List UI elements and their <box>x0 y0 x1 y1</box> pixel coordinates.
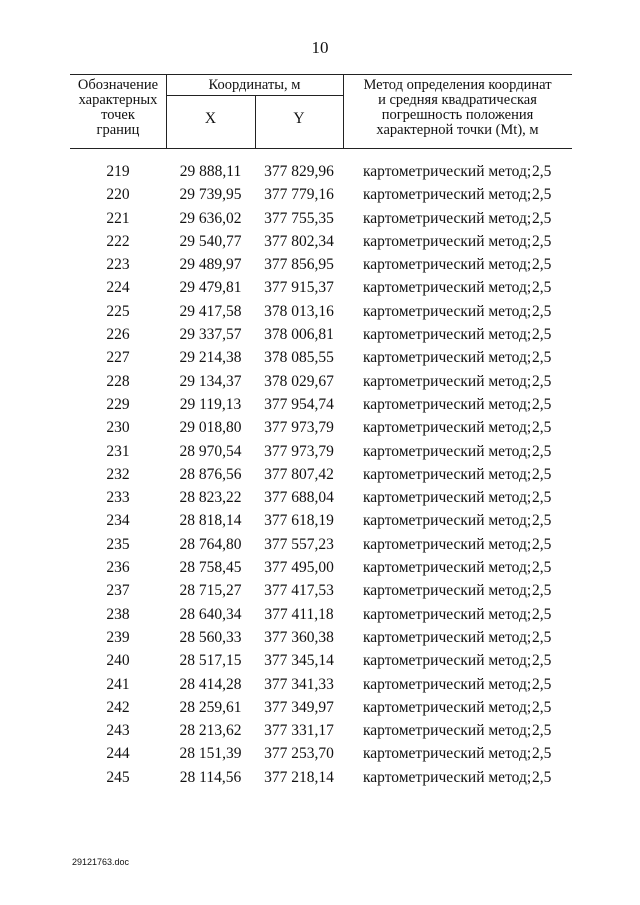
coordinate-y: 377 755,35 <box>264 209 334 227</box>
coordinate-x: 28 758,45 <box>179 559 242 577</box>
point-number: 238 <box>106 605 130 623</box>
point-number: 221 <box>106 209 130 227</box>
point-number: 242 <box>106 698 130 716</box>
accuracy-value: 2,5 <box>532 326 552 344</box>
method-text: картометрический метод; <box>363 605 532 623</box>
method-text: картометрический метод; <box>363 675 532 693</box>
accuracy-value: 2,5 <box>532 163 552 180</box>
accuracy-value: 2,5 <box>532 605 552 623</box>
accuracy-value: 2,5 <box>532 559 552 577</box>
method-text: картометрический метод; <box>363 652 532 670</box>
table-row <box>0 443 640 466</box>
table-row <box>0 722 640 745</box>
header-line: и средняя квадратическая <box>378 92 537 108</box>
method-text: картометрический метод; <box>363 465 532 483</box>
coordinate-y: 377 829,96 <box>264 163 334 180</box>
table-row <box>0 279 640 302</box>
coordinate-y: 377 954,74 <box>264 395 334 413</box>
accuracy-value: 2,5 <box>532 675 552 693</box>
method-text: картометрический метод; <box>363 232 532 250</box>
coordinate-y: 377 417,53 <box>264 582 334 600</box>
point-number: 240 <box>106 652 130 670</box>
coordinate-x: 29 636,02 <box>179 209 242 227</box>
coordinate-y: 377 973,79 <box>264 419 334 437</box>
coordinate-y: 377 618,19 <box>264 512 334 530</box>
table-row <box>0 186 640 209</box>
coordinate-y: 378 029,67 <box>264 372 334 390</box>
coordinate-y: 377 341,33 <box>264 675 334 693</box>
coordinate-x: 28 970,54 <box>179 442 242 460</box>
method-text: картометрический метод; <box>363 489 532 507</box>
coordinate-y: 377 915,37 <box>264 279 334 297</box>
method-text: картометрический метод; <box>363 582 532 600</box>
accuracy-value: 2,5 <box>532 465 552 483</box>
table-row <box>0 466 640 489</box>
table-row <box>0 652 640 675</box>
method-text: картометрический метод; <box>363 442 532 460</box>
method-text: картометрический метод; <box>363 768 532 786</box>
method-text: картометрический метод; <box>363 419 532 437</box>
coordinates-table-body <box>0 163 640 792</box>
header-line: Метод определения координат <box>363 77 552 93</box>
point-number: 227 <box>106 349 130 367</box>
table-row <box>0 676 640 699</box>
accuracy-value: 2,5 <box>532 722 552 740</box>
table-row <box>0 326 640 349</box>
table-row <box>0 489 640 512</box>
coordinate-x: 29 018,80 <box>179 419 242 437</box>
accuracy-value: 2,5 <box>532 186 552 204</box>
coordinate-x: 28 823,22 <box>179 489 242 507</box>
coordinate-y: 378 006,81 <box>264 326 334 344</box>
method-text: картометрический метод; <box>363 722 532 740</box>
point-number: 232 <box>106 465 130 483</box>
document-filename: 29121763.doc <box>72 857 130 867</box>
point-number: 224 <box>106 279 130 297</box>
coordinate-y: 378 085,55 <box>264 349 334 367</box>
coordinate-y: 378 013,16 <box>264 302 334 320</box>
coordinate-y: 377 802,34 <box>264 232 334 250</box>
coordinate-y: 377 331,17 <box>264 722 334 740</box>
coordinate-y: 377 360,38 <box>264 628 334 646</box>
accuracy-value: 2,5 <box>532 209 552 227</box>
point-number: 236 <box>106 559 130 577</box>
header-top-rule <box>70 74 572 75</box>
point-number: 226 <box>106 326 130 344</box>
table-row <box>0 629 640 652</box>
accuracy-value: 2,5 <box>532 232 552 250</box>
table-row <box>0 163 640 186</box>
page-number: 10 <box>311 38 329 57</box>
coordinate-y: 377 973,79 <box>264 442 334 460</box>
point-number: 243 <box>106 722 130 740</box>
point-number: 241 <box>106 675 130 693</box>
coordinate-x: 29 540,77 <box>179 232 242 250</box>
table-row <box>0 582 640 605</box>
method-text: картометрический метод; <box>363 256 532 274</box>
coordinate-x: 28 114,56 <box>179 768 242 786</box>
coordinate-y: 377 253,70 <box>264 745 334 763</box>
accuracy-value: 2,5 <box>532 512 552 530</box>
table-row <box>0 233 640 256</box>
header-coordinates: Координаты, м <box>208 77 301 93</box>
coordinate-x: 29 489,97 <box>179 256 242 274</box>
accuracy-value: 2,5 <box>532 279 552 297</box>
table-row <box>0 745 640 768</box>
coordinate-x: 28 259,61 <box>179 698 242 716</box>
point-number: 231 <box>106 442 130 460</box>
coordinate-x: 29 119,13 <box>179 395 242 413</box>
table-row <box>0 210 640 233</box>
coordinate-x: 28 640,34 <box>179 605 242 623</box>
method-text: картометрический метод; <box>363 512 532 530</box>
coordinate-x: 28 560,33 <box>179 628 242 646</box>
coordinate-x: 29 888,11 <box>179 163 242 180</box>
point-number: 233 <box>106 489 130 507</box>
accuracy-value: 2,5 <box>532 768 552 786</box>
method-text: картометрический метод; <box>363 698 532 716</box>
coordinate-x: 29 337,57 <box>179 326 242 344</box>
point-number: 245 <box>106 768 130 786</box>
table-row <box>0 419 640 442</box>
coordinate-y: 377 495,00 <box>264 559 334 577</box>
table-row <box>0 606 640 629</box>
table-row <box>0 769 640 792</box>
method-text: картометрический метод; <box>363 302 532 320</box>
coordinate-x: 29 134,37 <box>179 372 242 390</box>
table-row <box>0 373 640 396</box>
coordinate-x: 29 739,95 <box>179 186 242 204</box>
table-row <box>0 512 640 535</box>
accuracy-value: 2,5 <box>532 442 552 460</box>
point-number: 235 <box>106 535 130 553</box>
header-line: погрешность положения <box>381 107 534 123</box>
accuracy-value: 2,5 <box>532 395 552 413</box>
coordinate-x: 28 213,62 <box>179 722 242 740</box>
coordinate-y: 377 779,16 <box>264 186 334 204</box>
coordinate-x: 28 715,27 <box>179 582 242 600</box>
point-number: 229 <box>106 395 130 413</box>
coordinate-x: 28 818,14 <box>179 512 242 530</box>
method-text: картометрический метод; <box>363 186 532 204</box>
header-designation <box>70 78 166 138</box>
method-text: картометрический метод; <box>363 745 532 763</box>
header-method <box>343 78 572 138</box>
method-text: картометрический метод; <box>363 326 532 344</box>
point-number: 239 <box>106 628 130 646</box>
header-y: Y <box>293 110 305 127</box>
coordinate-x: 28 764,80 <box>179 535 242 553</box>
point-number: 228 <box>106 372 130 390</box>
header-line: характерных <box>78 92 158 108</box>
accuracy-value: 2,5 <box>532 628 552 646</box>
table-row <box>0 256 640 279</box>
table-row <box>0 536 640 559</box>
table-row <box>0 349 640 372</box>
coordinate-y: 377 807,42 <box>264 465 334 483</box>
point-number: 230 <box>106 419 130 437</box>
accuracy-value: 2,5 <box>532 535 552 553</box>
accuracy-value: 2,5 <box>532 652 552 670</box>
coordinate-y: 377 411,18 <box>264 605 334 623</box>
coordinate-y: 377 856,95 <box>264 256 334 274</box>
accuracy-value: 2,5 <box>532 349 552 367</box>
point-number: 237 <box>106 582 130 600</box>
accuracy-value: 2,5 <box>532 302 552 320</box>
method-text: картометрический метод; <box>363 372 532 390</box>
coordinate-x: 29 479,81 <box>179 279 242 297</box>
header-line: точек <box>101 107 135 123</box>
method-text: картометрический метод; <box>363 279 532 297</box>
method-text: картометрический метод; <box>363 559 532 577</box>
method-text: картометрический метод; <box>363 535 532 553</box>
header-bottom-rule <box>70 148 572 149</box>
point-number: 223 <box>106 256 130 274</box>
table-row <box>0 396 640 419</box>
accuracy-value: 2,5 <box>532 372 552 390</box>
header-line: Обозначение <box>77 77 159 93</box>
coordinate-x: 28 876,56 <box>179 465 242 483</box>
coordinate-y: 377 345,14 <box>264 652 334 670</box>
method-text: картометрический метод; <box>363 349 532 367</box>
coordinate-x: 28 517,15 <box>179 652 242 670</box>
header-line: характерной точки (Mt), м <box>376 122 539 138</box>
accuracy-value: 2,5 <box>532 582 552 600</box>
point-number: 222 <box>106 232 130 250</box>
method-text: картометрический метод; <box>363 163 532 180</box>
method-text: картометрический метод; <box>363 395 532 413</box>
header-line: границ <box>96 122 140 138</box>
accuracy-value: 2,5 <box>532 419 552 437</box>
method-text: картометрический метод; <box>363 628 532 646</box>
coordinate-x: 29 214,38 <box>179 349 242 367</box>
point-number: 220 <box>106 186 130 204</box>
table-row <box>0 303 640 326</box>
coordinate-y: 377 557,23 <box>264 535 334 553</box>
method-text: картометрический метод; <box>363 209 532 227</box>
coordinate-x: 28 414,28 <box>179 675 242 693</box>
point-number: 219 <box>106 163 130 180</box>
coordinate-x: 28 151,39 <box>179 745 242 763</box>
table-row <box>0 699 640 722</box>
header-x: X <box>204 110 217 127</box>
coordinate-x: 29 417,58 <box>179 302 242 320</box>
table-row <box>0 559 640 582</box>
coordinate-y: 377 218,14 <box>264 768 334 786</box>
point-number: 244 <box>106 745 130 763</box>
accuracy-value: 2,5 <box>532 489 552 507</box>
accuracy-value: 2,5 <box>532 256 552 274</box>
accuracy-value: 2,5 <box>532 745 552 763</box>
coordinate-y: 377 688,04 <box>264 489 334 507</box>
point-number: 225 <box>106 302 130 320</box>
coordinate-y: 377 349,97 <box>264 698 334 716</box>
point-number: 234 <box>106 512 130 530</box>
accuracy-value: 2,5 <box>532 698 552 716</box>
